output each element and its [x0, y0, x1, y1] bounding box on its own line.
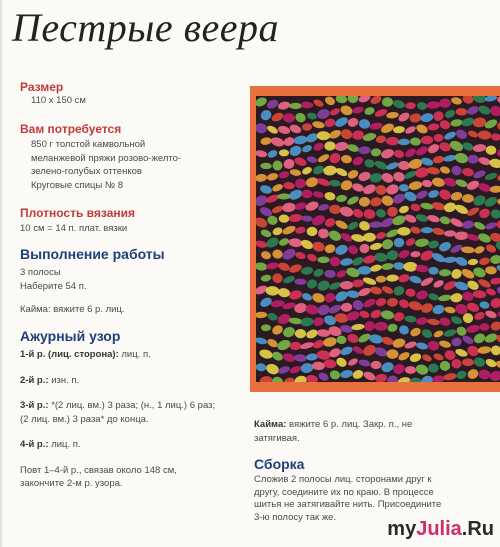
materials-line: зелено-голубых оттенков: [31, 166, 142, 177]
knit-sample-photo: [250, 86, 500, 392]
assembly-heading: Сборка: [254, 456, 305, 472]
row4-label: 4-й р.:: [20, 439, 49, 450]
assembly-line: шитья не затягивайте нить. Присоедините: [254, 499, 442, 510]
row4-text: лиц. п.: [51, 439, 81, 450]
assembly-line: 3-ю полосу так же.: [254, 511, 337, 523]
edge2-section: [254, 418, 412, 445]
row3-text: *(2 лиц. вм.) 3 раза; (н., 1 лиц.) 6 раз;: [51, 400, 216, 411]
yarn-stitch: [261, 324, 271, 331]
materials-line: Круговые спицы № 8: [31, 179, 124, 191]
size-heading: Размер: [20, 80, 64, 94]
work-line: Наберите 54 п.: [20, 280, 87, 292]
row1-text: лиц. п.: [121, 349, 151, 360]
yarn-stitch: [279, 149, 289, 156]
watermark-part: Julia: [416, 518, 462, 540]
yarn-stitch: [451, 359, 461, 369]
work-edge: Кайма: вяжите 6 р. лиц.: [20, 304, 125, 315]
assembly-section: [254, 456, 441, 524]
watermark-logo: [387, 518, 494, 541]
watermark-part: my: [387, 518, 417, 540]
repeat-text-cont: закончите 2-м р. узора.: [20, 478, 123, 489]
pattern-section: [20, 328, 215, 491]
row3-text-cont: (2 лиц. вм.) 3 раза* до конца.: [20, 413, 149, 425]
gauge-value: 10 см = 14 п. плат. вязки: [20, 223, 128, 234]
edge2-text: вяжите 6 р. лиц. Закр. п., не: [289, 419, 413, 430]
row2-text: изн. п.: [51, 374, 80, 386]
yarn-stitch: [371, 361, 382, 369]
row1-label: 1-й р. (лиц. сторона):: [20, 349, 119, 360]
materials-line: меланжевой пряжи розово-желто-: [31, 152, 182, 164]
repeat-text: Повт 1–4-й р., связав около 148 см,: [20, 464, 177, 476]
yarn-stitch: [317, 256, 329, 263]
materials-section: [20, 122, 181, 192]
page-title: Пестрые веера: [12, 5, 279, 50]
assembly-line: другу, соедините их по краю. В процессе: [254, 486, 434, 498]
materials-line: 850 г толстой камвольной: [31, 139, 146, 150]
gauge-section: [20, 206, 135, 236]
yarn-stitch: [397, 227, 410, 236]
knit-texture-image: [256, 96, 500, 382]
watermark-part: .Ru: [461, 518, 494, 540]
pattern-heading: Ажурный узор: [20, 328, 121, 344]
work-section: [20, 246, 165, 317]
yarn-stitch: [289, 103, 302, 109]
work-heading: Выполнение работы: [20, 246, 165, 262]
row3-label: 3-й р.:: [20, 400, 49, 411]
gauge-heading: Плотность вязания: [20, 206, 136, 220]
edge2-label: Кайма:: [254, 419, 287, 430]
assembly-line: Сложив 2 полосы лиц. сторонами друг к: [254, 474, 432, 485]
materials-heading: Вам потребуется: [20, 122, 122, 136]
edge2-text-cont: затягивая.: [254, 432, 300, 444]
size-section: [20, 80, 86, 108]
yarn-stitch: [295, 329, 306, 338]
size-value: 110 x 150 см: [31, 95, 86, 106]
row2-label: 2-й р.:: [20, 374, 49, 386]
work-line: 3 полосы: [20, 267, 61, 278]
